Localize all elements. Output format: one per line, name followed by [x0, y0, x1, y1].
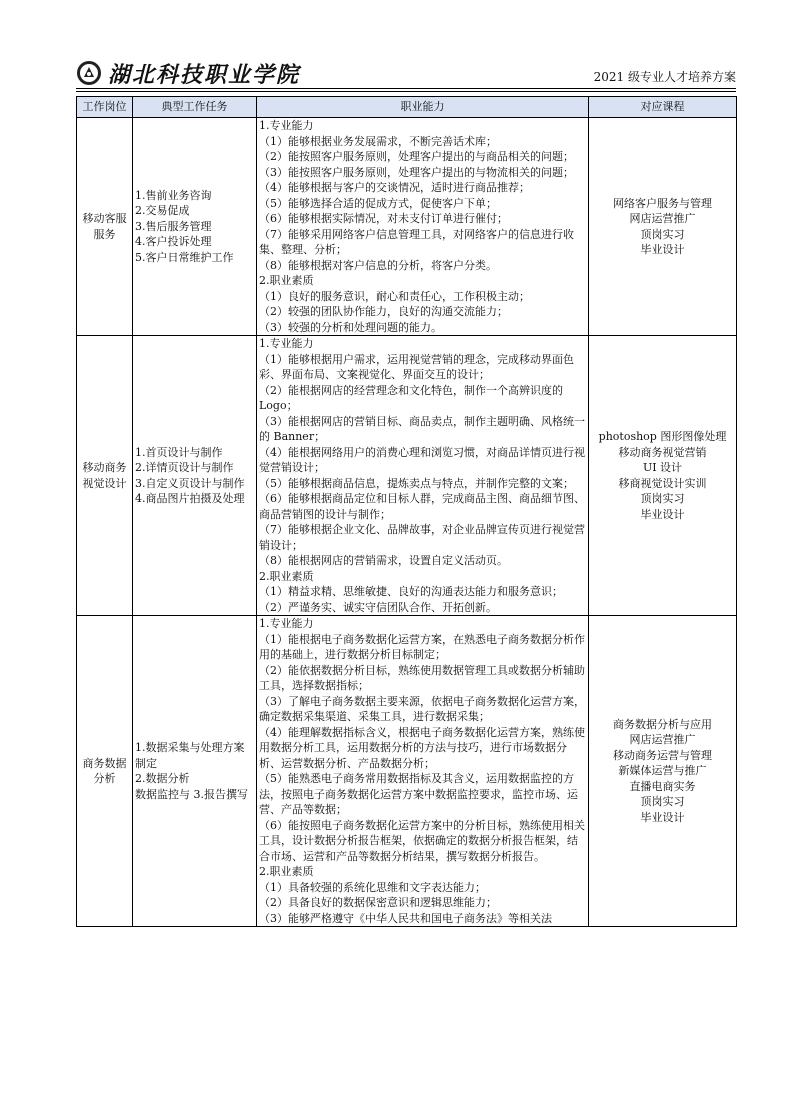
- course-item: UI 设计: [642, 461, 683, 474]
- school-name: 湖北科技职业学院: [108, 62, 301, 88]
- ability-item: （3）能按照客户服务原则，处理客户提出的与物流相关的问题；: [259, 165, 574, 179]
- course-item: 移动商务运营与管理: [613, 748, 712, 762]
- ability-item: （1）精益求精、思维敏捷、良好的沟通表达能力和服务意识；: [259, 585, 563, 598]
- task-item: 3.自定义页设计与制作: [135, 476, 245, 490]
- cell-position: 商务数据分析: [77, 616, 133, 927]
- table-row: [77, 616, 737, 927]
- document-title: 2021 级专业人才培养方案: [593, 70, 736, 84]
- table-header-row: [77, 97, 737, 118]
- ability-item: （6）能够根据商品定位和目标人群，完成商品主图、商品细节图、商品营销图的设计与制作；: [259, 492, 585, 521]
- ability-item: 2.职业素质: [259, 274, 314, 287]
- ability-item: （1）能够根据业务发展需求，不断完善话术库；: [259, 134, 497, 148]
- task-item: 3.售后服务管理: [135, 219, 212, 233]
- ability-item: 2.职业素质: [259, 865, 314, 878]
- ability-item: （1）能够根据用户需求，运用视觉营销的理念，完成移动界面色彩、界面布局、文案视觉化、界面交互的设计；: [259, 352, 574, 381]
- header-position: 工作岗位: [77, 97, 133, 118]
- course-item: 网店运营推广: [629, 212, 696, 225]
- ability-item: （8）能根据网店的营销需求，设置自定义活动页。: [259, 554, 508, 567]
- course-item: 网店运营推广: [629, 733, 696, 747]
- ability-item: （2）严谨务实、诚实守信团队合作、开拓创新。: [259, 600, 497, 614]
- ability-item: （6）能按照电子商务数据化运营方案中的分析目标，熟练使用相关工具，设计数据分析报告框架，依据确定的数据分析报告框架，结合市场、运营和产品等数据分析结果，撰写数据分析报告。: [259, 818, 585, 863]
- ability-item: （7）能够采用网络客户信息管理工具，对网络客户的信息进行收集、整理、分析；: [259, 227, 574, 256]
- school-logo-icon: [76, 60, 102, 86]
- ability-item: （1）具备较强的系统化思维和文字表达能力；: [259, 880, 486, 894]
- ability-item: （7）能够根据企业文化、品牌故事，对企业品牌宣传页进行视觉营销设计；: [259, 523, 585, 552]
- course-item: 网络客户服务与管理: [613, 196, 712, 210]
- ability-item: （8）能够根据对客户信息的分析，将客户分类。: [259, 258, 497, 272]
- ability-item: （4）能根据网络用户的消费心理和浏览习惯，对商品详情页进行视觉营销设计；: [259, 445, 585, 474]
- course-item: 直播电商实务: [629, 779, 696, 793]
- cell-tasks: [133, 336, 257, 616]
- header-rule: [76, 88, 736, 89]
- ability-item: （5）能够根据商品信息，提炼卖点与特点，并制作完整的文案；: [259, 476, 574, 490]
- cell-tasks: [133, 616, 257, 927]
- ability-item: （2）能根据网店的经营理念和文化特色，制作一个高辨识度的 Logo；: [259, 383, 563, 412]
- task-item: 数据监控与 3.报告撰写: [135, 787, 248, 801]
- ability-item: （4）能够根据与客户的交谈情况，适时进行商品推荐；: [259, 181, 530, 194]
- task-item: 2.数据分析: [135, 772, 190, 785]
- ability-item: （5）能熟悉电子商务常用数据指标及其含义，运用数据监控的方法，按照电子商务数据化运营方案中数据监控要求，监控市场、运营、产品等数据；: [259, 772, 578, 816]
- cell-position: 移动商务视觉设计: [77, 336, 133, 616]
- ability-item: （2）较强的团队协作能力，良好的沟通交流能力；: [259, 305, 508, 318]
- task-item: 2.详情页设计与制作: [135, 461, 234, 474]
- ability-item: 1.专业能力: [259, 617, 314, 630]
- ability-item: 1.专业能力: [259, 119, 314, 132]
- ability-item: （1）良好的服务意识，耐心和责任心，工作积极主动；: [259, 289, 530, 303]
- ability-item: （3）较强的分析和处理问题的能力。: [259, 320, 442, 334]
- curriculum-table: [76, 96, 737, 927]
- course-item: 毕业设计: [640, 243, 685, 256]
- cell-abilities: [257, 336, 589, 616]
- task-item: 1.首页设计与制作: [135, 445, 223, 459]
- header-rule-thin: [76, 91, 736, 92]
- table-row: [77, 118, 737, 336]
- ability-item: （5）能够选择合适的促成方式，促使客户下单；: [259, 196, 497, 210]
- ability-item: （1）能根据电子商务数据化运营方案，在熟悉电子商务数据分析作用的基础上，进行数据分析目标制定；: [259, 632, 585, 661]
- course-item: 移动商务视觉营销: [618, 445, 707, 459]
- cell-courses: [589, 118, 737, 336]
- cell-abilities: [257, 118, 589, 336]
- cell-abilities: [257, 616, 589, 927]
- ability-item: （2）能依据数据分析目标，熟练使用数据管理工具或数据分析辅助工具，选择数据指标；: [259, 663, 585, 692]
- course-item: 新媒体运营与推广: [618, 764, 707, 778]
- ability-item: （3）了解电子商务数据主要来源，依据电子商务数据化运营方案，确定数据采集渠道、采集工具，进行数据采集；: [259, 694, 585, 723]
- course-item: 顶岗实习: [640, 795, 685, 809]
- course-item: 毕业设计: [640, 810, 685, 824]
- header-abilities: 职业能力: [257, 97, 589, 118]
- course-item: 顶岗实习: [640, 227, 685, 241]
- ability-item: 2.职业素质: [259, 569, 314, 583]
- ability-item: （2）能按照客户服务原则，处理客户提出的与商品相关的问题；: [259, 150, 574, 163]
- task-item: 2.交易促成: [135, 204, 190, 218]
- task-item: 1.售前业务咨询: [135, 188, 212, 202]
- page-header: [76, 56, 736, 90]
- ability-item: （6）能够根据实际情况，对未支付订单进行催付；: [259, 212, 508, 225]
- task-item: 1.数据采集与处理方案制定: [135, 741, 245, 770]
- cell-position: 移动客服服务: [77, 118, 133, 336]
- task-item: 4.客户投诉处理: [135, 235, 212, 249]
- ability-item: （3）能根据网店的营销目标、商品卖点，制作主题明确、风格统一的 Banner；: [259, 414, 585, 443]
- cell-tasks: [133, 118, 257, 336]
- cell-courses: [589, 336, 737, 616]
- header-courses: 对应课程: [589, 97, 737, 118]
- cell-courses: [589, 616, 737, 927]
- course-item: 顶岗实习: [640, 492, 685, 505]
- ability-item: 1.专业能力: [259, 337, 314, 350]
- ability-item: （2）具备良好的数据保密意识和逻辑思维能力；: [259, 896, 497, 909]
- task-item: 4.商品图片拍摄及处理: [135, 492, 245, 505]
- table-row: [77, 336, 737, 616]
- task-item: 5.客户日常维护工作: [135, 250, 234, 264]
- course-item: 商务数据分析与应用: [613, 717, 712, 731]
- course-item: photoshop 图形图像处理: [598, 430, 727, 443]
- ability-item: （4）能理解数据指标含义，根据电子商务数据化运营方案，熟练使用数据分析工具，运用数据分析的方法与技巧，进行市场数据分析、运营数据分析、产品数据分析；: [259, 725, 585, 770]
- course-item: 毕业设计: [640, 507, 685, 521]
- course-item: 移商视觉设计实训: [618, 476, 707, 490]
- ability-item: （3）能够严格遵守《中华人民共和国电子商务法》等相关法: [259, 911, 552, 925]
- header-tasks: 典型工作任务: [133, 97, 257, 118]
